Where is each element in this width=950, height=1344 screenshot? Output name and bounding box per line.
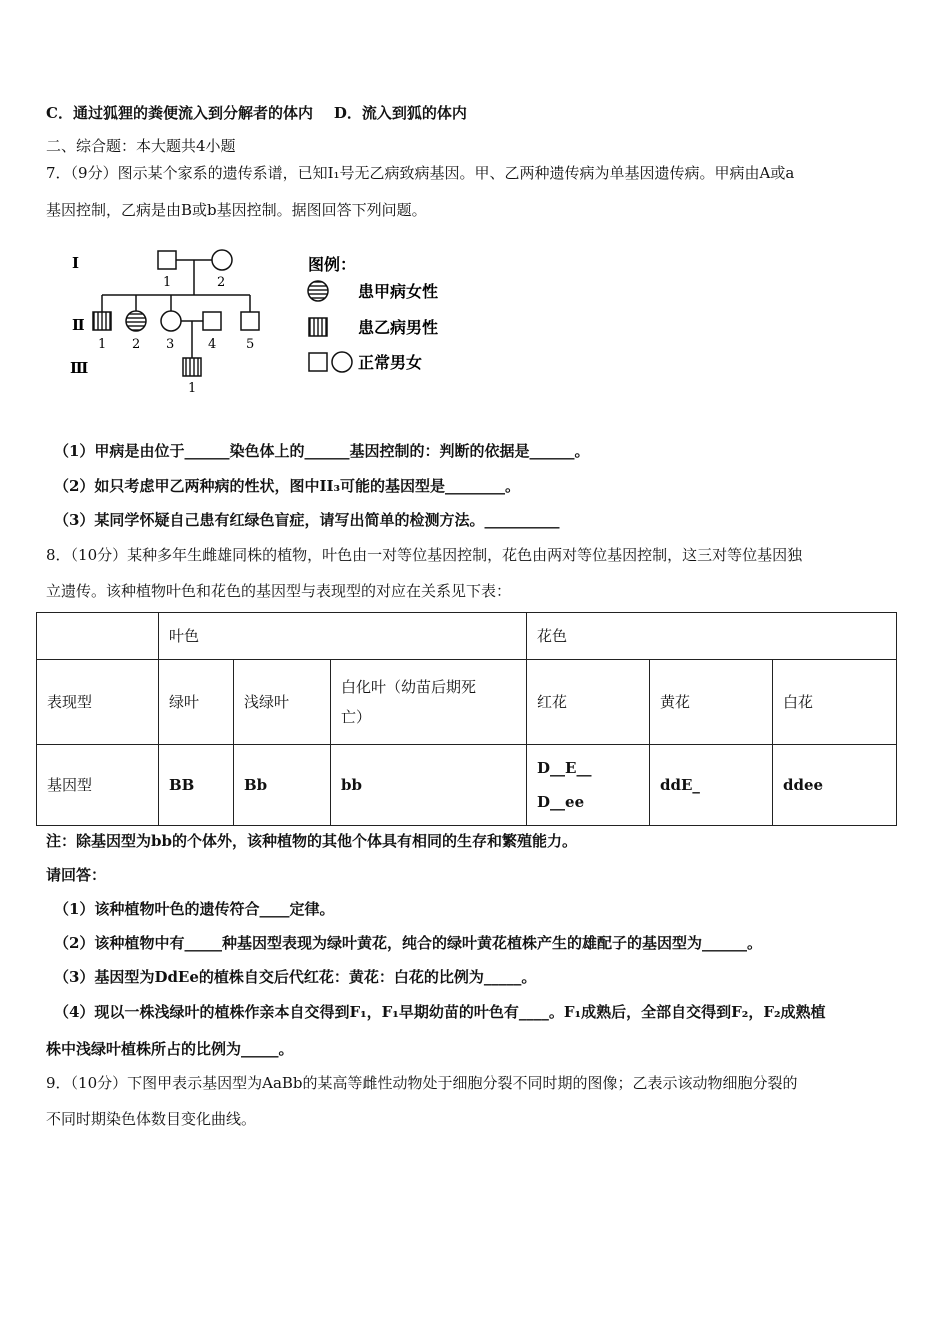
pheno-green: 绿叶 [159, 660, 234, 745]
legend-normal-male-icon [309, 353, 327, 371]
q8-sub1: （1）该种植物叶色的遗传符合____定律。 [54, 900, 335, 918]
q8-sub2: （2）该种植物中有_____种基因型表现为绿叶黄花，纯合的绿叶黄花植株产生的雄配子的基因型为______。 [54, 934, 762, 952]
pheno-white: 白花 [773, 660, 897, 745]
gen-label-1: Ⅰ [72, 254, 80, 272]
gen1-male-1 [158, 251, 176, 269]
gen2-num-5: 5 [246, 337, 255, 352]
header-leaf-color: 叶色 [159, 613, 527, 660]
geno-red-l1: D__E__ [537, 759, 592, 777]
pheno-albino [331, 660, 527, 745]
gen2-female-3 [161, 311, 181, 331]
geno-Bb: Bb [234, 745, 331, 826]
gen1-num-1: 1 [163, 275, 172, 290]
legend-affected-a-female-icon [308, 281, 328, 301]
legend-normal-female-icon [332, 352, 352, 372]
q8-stem-line2: 立遗传。该种植物叶色和花色的基因型与表现型的对应在关系见下表： [46, 582, 512, 600]
gen1-num-2: 2 [217, 275, 226, 290]
gen2-male-5 [241, 312, 259, 330]
q7-stem-line2: 基因控制，乙病是由B或b基因控制。据图回答下列问题。 [46, 201, 427, 219]
row-label-phenotype: 表现型 [37, 660, 159, 745]
geno-bb: bb [331, 745, 527, 826]
q8-sub4-line2: 株中浅绿叶植株所占的比例为_____。 [46, 1040, 294, 1058]
gen2-female-2-affected-a [126, 311, 146, 331]
q8-sub3: （3）基因型为DdEe的植株自交后代红花：黄花：白花的比例为_____。 [54, 968, 537, 986]
gen2-num-1: 1 [98, 337, 107, 352]
option-line [46, 103, 467, 123]
q9-stem-line1: 9．（10分）下图甲表示基因型为AaBb的某高等雌性动物处于细胞分裂不同时期的图像；乙表示该动物细胞分裂的 [46, 1074, 798, 1092]
geno-white: ddee [773, 745, 897, 826]
pedigree-diagram [60, 240, 480, 400]
q7-sub2: （2）如只考虑甲乙两种病的性状，图中II₃可能的基因型是________。 [54, 477, 521, 495]
q8-sub4-line1: （4）现以一株浅绿叶的植株作亲本自交得到F₁，F₁早期幼苗的叶色有____。F₁成熟后，全部自交得到F₂，F₂成熟植 [54, 1003, 826, 1021]
legend-title: 图例： [308, 255, 357, 274]
option-c: C．通过狐狸的粪便流入到分解者的体内 [46, 104, 313, 122]
genotype-phenotype-table [36, 612, 897, 826]
table-cell-empty [37, 613, 159, 660]
q8-answer-prompt: 请回答： [46, 866, 107, 884]
header-flower-color: 花色 [527, 613, 897, 660]
q7-sub1: （1）甲病是由位于______染色体上的______基因控制的：判断的依据是______。 [54, 442, 590, 460]
gen2-male-4 [203, 312, 221, 330]
section-heading: 二、综合题：本大题共4小题 [46, 137, 236, 155]
q8-stem-line1: 8．（10分）某种多年生雌雄同株的植物，叶色由一对等位基因控制，花色由两对等位基因控制，这三对等位基因独 [46, 546, 803, 564]
option-d: D．流入到狐的体内 [333, 104, 467, 122]
gen-label-3: Ⅲ [70, 359, 89, 377]
gen3-num-1: 1 [188, 381, 197, 396]
table-row [37, 660, 897, 745]
gen2-num-3: 3 [166, 337, 175, 352]
pheno-red: 红花 [527, 660, 650, 745]
q9-stem-line2: 不同时期染色体数目变化曲线。 [46, 1110, 257, 1128]
gen2-num-4: 4 [208, 337, 217, 352]
pheno-albino-l1: 白化叶（幼苗后期死 [341, 678, 477, 696]
pheno-albino-l2: 亡） [341, 708, 372, 726]
legend-affected-a: 患甲病女性 [358, 282, 439, 301]
geno-red [527, 745, 650, 826]
table-row [37, 745, 897, 826]
row-label-genotype: 基因型 [37, 745, 159, 826]
gen-label-2: Ⅱ [72, 316, 85, 334]
q7-stem-line1: 7．（9分）图示某个家系的遗传系谱，已知Ⅰ₁号无乙病致病基因。甲、乙两种遗传病为单基因遗传病。甲病由A或a [46, 164, 795, 182]
geno-yellow: ddE_ [650, 745, 773, 826]
table-row [37, 613, 897, 660]
geno-red-l2: D__ee [537, 793, 585, 811]
legend-affected-b: 患乙病男性 [358, 318, 439, 337]
pheno-yellow: 黄花 [650, 660, 773, 745]
q7-sub3: （3）某同学怀疑自己患有红绿色盲症，请写出简单的检测方法。__________ [54, 511, 560, 529]
gen2-male-1-affected-b [93, 312, 111, 330]
gen2-num-2: 2 [132, 337, 141, 352]
q8-note: 注：除基因型为bb的个体外，该种植物的其他个体具有相同的生存和繁殖能力。 [46, 832, 577, 850]
legend-normal: 正常男女 [358, 353, 423, 372]
pheno-light-green: 浅绿叶 [234, 660, 331, 745]
geno-BB: BB [159, 745, 234, 826]
legend-affected-b-male-icon [309, 318, 327, 336]
gen3-male-1-affected-b [183, 358, 201, 376]
gen1-female-2 [212, 250, 232, 270]
